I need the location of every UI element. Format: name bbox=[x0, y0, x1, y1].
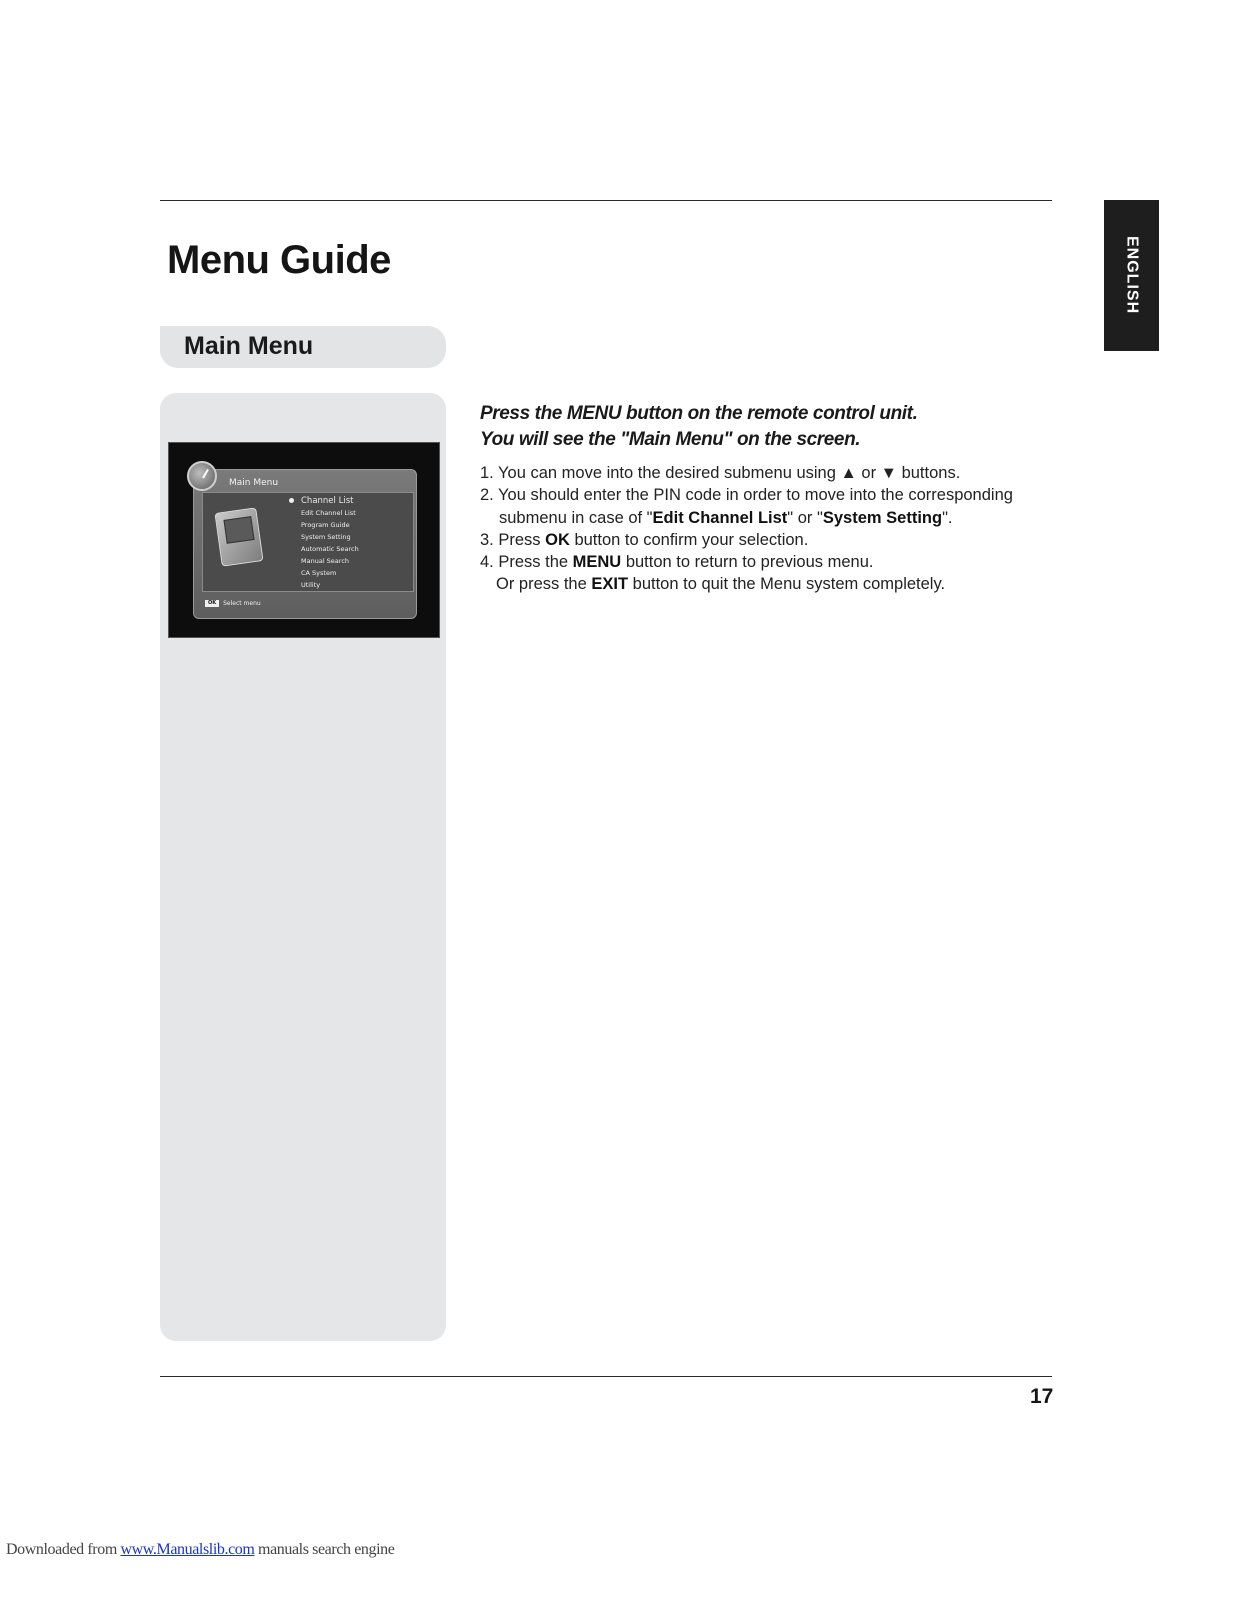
download-credit bbox=[6, 1541, 394, 1559]
page-number: 17 bbox=[1030, 1385, 1054, 1408]
step-2: 2. You should enter the PIN code in order to move into the corresponding bbox=[480, 486, 1013, 505]
step-3-text: button to confirm your selection. bbox=[569, 530, 809, 549]
menu-term: MENU bbox=[572, 553, 622, 572]
screenshot-menu-item: Utility bbox=[301, 581, 321, 589]
step-2-continued bbox=[480, 507, 1050, 529]
credit-prefix: Downloaded from bbox=[6, 1541, 121, 1558]
intro-line-1: Press the MENU button on the remote control unit. bbox=[480, 403, 918, 424]
manualslib-link[interactable]: www.Manualslib.com bbox=[120, 1541, 255, 1558]
screenshot-menu-item: Manual Search bbox=[301, 557, 350, 565]
screenshot-menu-item: Program Guide bbox=[301, 521, 350, 529]
menu-screenshot bbox=[168, 442, 440, 638]
step-4-text: 4. Press the bbox=[480, 553, 573, 572]
language-tab bbox=[1104, 200, 1159, 351]
credit-suffix: manuals search engine bbox=[254, 1541, 395, 1558]
instruction-steps bbox=[480, 462, 1050, 596]
system-setting-term: System Setting bbox=[822, 508, 943, 527]
exit-term: EXIT bbox=[591, 575, 629, 594]
bottom-rule bbox=[160, 1376, 1052, 1377]
section-header bbox=[160, 326, 446, 368]
tv-remote-illustration-icon bbox=[214, 507, 263, 566]
screenshot-footer-label: Select menu bbox=[223, 600, 261, 607]
top-rule bbox=[160, 200, 1052, 201]
screenshot-menu-item: Channel List bbox=[301, 496, 354, 506]
step-2-text: " or " bbox=[787, 508, 823, 527]
selection-bullet-icon bbox=[289, 498, 294, 503]
dial-icon bbox=[187, 461, 217, 491]
screenshot-menu-item: Edit Channel List bbox=[301, 509, 356, 517]
step-3 bbox=[480, 529, 1050, 551]
intro-text bbox=[480, 401, 917, 453]
screenshot-title: Main Menu bbox=[229, 478, 279, 488]
screenshot-footer bbox=[205, 600, 261, 607]
step-1: 1. You can move into the desired submenu using ▲ or ▼ buttons. bbox=[480, 464, 961, 482]
step-2-text: ". bbox=[942, 508, 953, 527]
ok-key-badge: OK bbox=[205, 600, 219, 607]
screenshot-menu-item: Automatic Search bbox=[301, 545, 359, 553]
ok-term: OK bbox=[545, 530, 570, 549]
step-2-text: submenu in case of " bbox=[499, 508, 653, 527]
step-4-continued bbox=[480, 573, 1050, 595]
page-title: Menu Guide bbox=[167, 238, 391, 282]
screenshot-menu-item: CA System bbox=[301, 569, 337, 577]
step-3-text: 3. Press bbox=[480, 530, 546, 549]
screenshot-menu-item: System Setting bbox=[301, 533, 351, 541]
step-4b-text: Or press the bbox=[496, 575, 592, 594]
step-4 bbox=[480, 551, 1050, 573]
intro-line-2: You will see the "Main Menu" on the screen. bbox=[480, 429, 861, 450]
section-title: Main Menu bbox=[184, 332, 314, 360]
language-label: ENGLISH bbox=[1123, 236, 1141, 315]
step-4-text: button to return to previous menu. bbox=[621, 553, 874, 572]
screenshot-menu-list bbox=[301, 495, 359, 591]
edit-channel-list-term: Edit Channel List bbox=[652, 508, 788, 527]
step-4b-text: button to quit the Menu system completely. bbox=[628, 575, 946, 594]
